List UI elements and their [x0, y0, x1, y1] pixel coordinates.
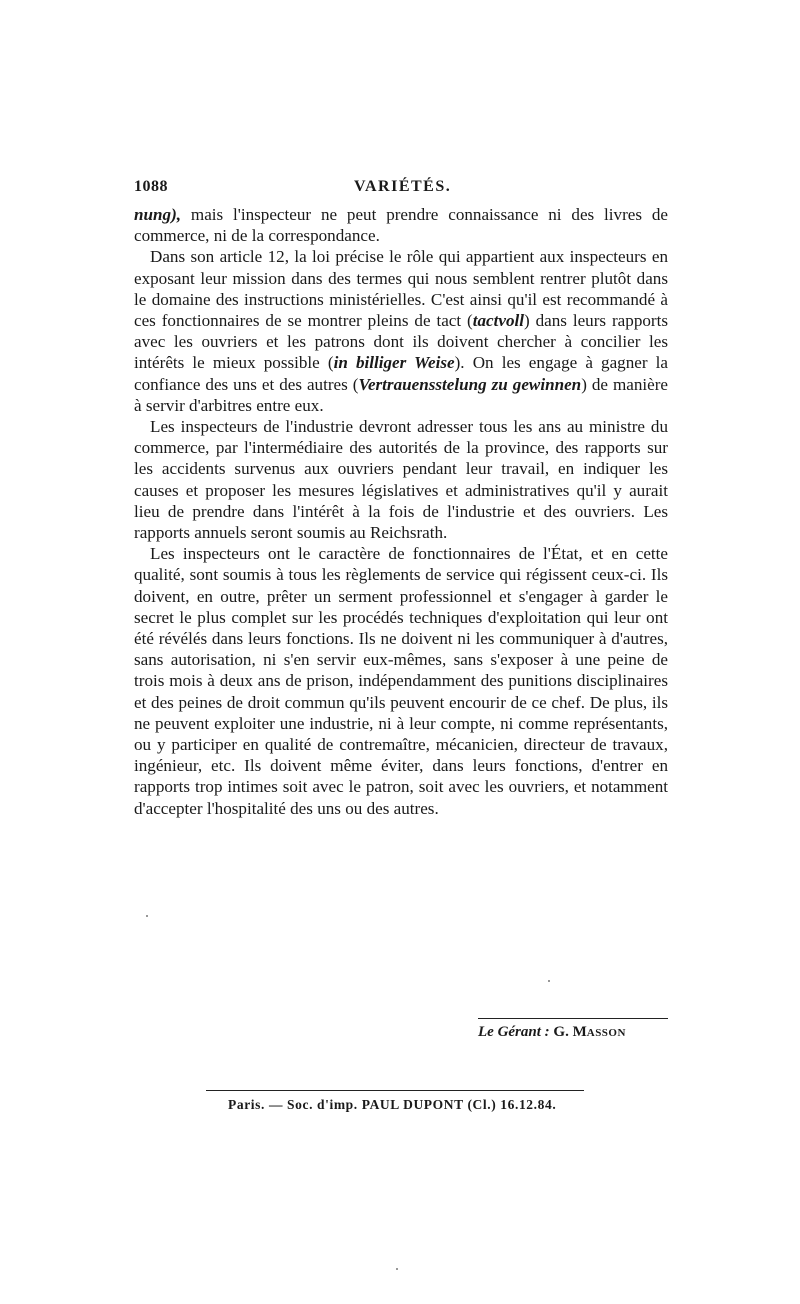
paragraph-text: ). On les engage à gagner la confiance des uns et des autres (: [134, 353, 668, 394]
imprint-rule: [206, 1090, 584, 1091]
paper-speck: [146, 915, 148, 917]
paper-speck: [548, 980, 550, 982]
paragraph-text: ) de manière à servir d'arbitres entre eux.: [134, 374, 669, 415]
signature-name-rest: ASSON: [586, 1027, 626, 1039]
signature-name-cap: M: [572, 1024, 587, 1040]
paragraph-text: ) dans leurs rapports avec les ouvriers et les patrons dont ils doivent chercher à concilier les intérêts le mieux possible (: [134, 311, 669, 373]
paragraph-text: Dans son article 12, la loi précise le rôle qui appartient aux inspecteurs en exposant leur mission dans des termes qui nous semblent rentrer plutôt dans le domaine des instructions ministérielles. C'est ainsi qu'il est recommandé à ces fonctionnaires de se montrer pleins de tact (: [134, 247, 668, 331]
paragraph-2: [134, 246, 668, 416]
italic-term: in billiger Weise: [333, 353, 455, 373]
signature-initial: G.: [553, 1024, 569, 1040]
signature-rule: [478, 1018, 668, 1019]
printer-imprint: Paris. — Soc. d'imp. PAUL DUPONT (Cl.) 16.12.84.: [228, 1097, 557, 1112]
italic-term: nung),: [134, 205, 182, 224]
signature: [478, 1024, 668, 1041]
paragraph-text: mais l'inspecteur ne peut prendre connaissance ni des livres de commerce, ni de la correspondance.: [134, 205, 668, 246]
page-number: 1088: [134, 178, 168, 195]
paragraph-3: Les inspecteurs de l'industrie devront adresser tous les ans au ministre du commerce, par l'intermédiaire des autorités de la province, des rapports sur les accidents survenus aux ouvriers pendant leur travail, en indiquer les causes et proposer les mesures législatives et administratives qu'il y aurait lieu de prendre dans l'intérêt à la fois de l'industrie et des ouvriers. Les rapports annuels seront soumis au Reichsrath.: [134, 417, 668, 543]
paragraph-1: [134, 204, 668, 246]
body-text: [134, 204, 668, 819]
paragraph-4: Les inspecteurs ont le caractère de fonctionnaires de l'État, et en cette qualité, sont soumis à tous les règlements de service qui régissent ceux-ci. Ils doivent, en outre, prêter un serment professionnel et s'engager à garder le secret le plus complet sur les procédés techniques d'exploitation qui leur ont été révélés dans leurs fonctions. Ils ne doivent ni les communiquer à d'autres, sans autorisation, ni s'en servir eux-mêmes, sans s'exposer à une peine de trois mois à deux ans de prison, indépendamment des punitions disciplinaires et des peines de droit commun qu'ils peuvent encourir de ce chef. De plus, ils ne peuvent exploiter une industrie, ni à leur compte, ni comme représentants, ou y participer en qualité de contremaître, mécanicien, directeur de travaux, ingénieur, etc. Ils doivent même éviter, dans leurs fonctions, d'entrer en rapports trop intimes soit avec le patron, soit avec les ouvriers, et notamment d'accepter l'hospitalité des uns ou des autres.: [134, 544, 668, 818]
italic-term: tactvoll: [472, 311, 524, 331]
italic-term: Vertrauensstelung zu gewinnen: [358, 374, 582, 394]
section-title: VARIÉTÉS.: [354, 178, 452, 195]
running-head: [134, 178, 668, 202]
paper-speck: [396, 1268, 398, 1270]
signature-role: Le Gérant :: [478, 1024, 550, 1040]
